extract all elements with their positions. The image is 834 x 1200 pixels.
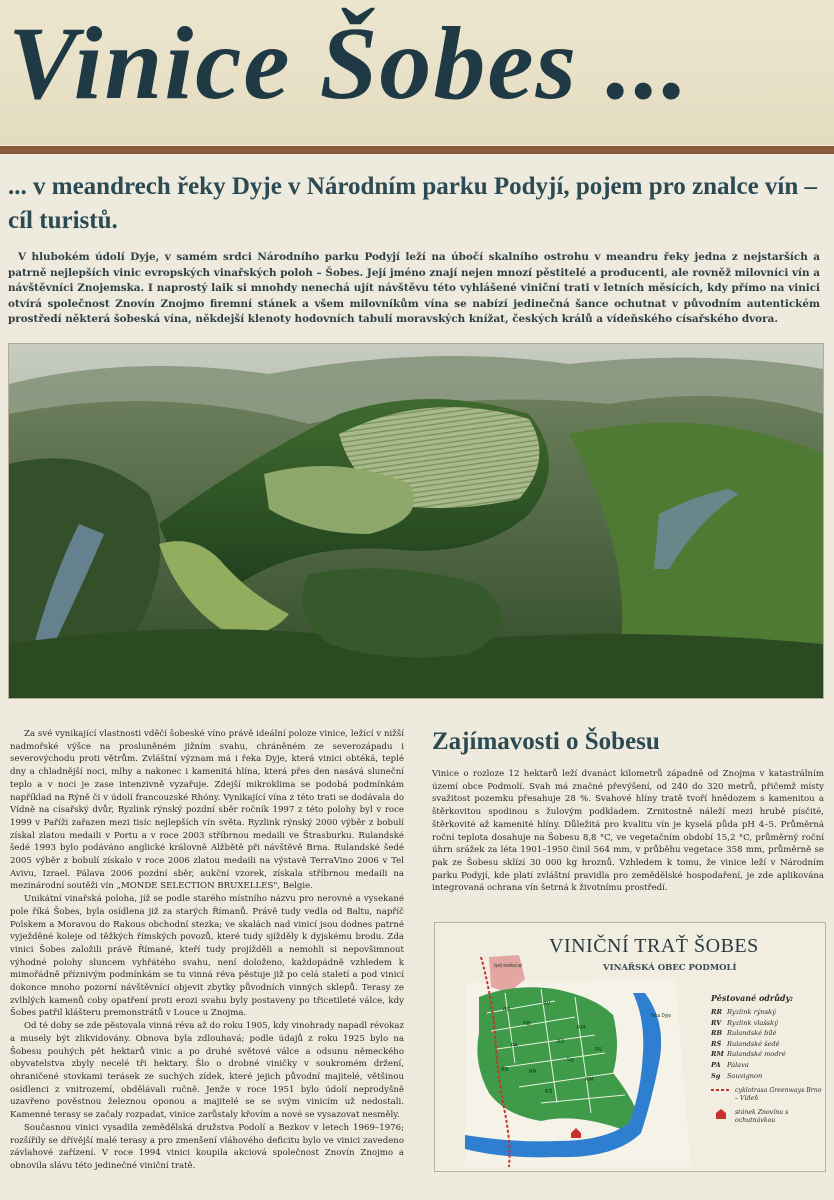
body-paragraph: Současnou vinici vysadila zemědělská družstva Podolí a Bezkov v letech 1969–1976; rozšířily se dřívější malé terasy a pro zmenšení vláhového deficitu bylo ve vinici zavedeno závlahové zařízení. V roce 1994 vinici koupila akciová společnost Znovín Znojmo a obnovila slávu této jedinečné viniční tratě. — [10, 1122, 404, 1171]
variety-name: Pálava — [727, 1060, 749, 1069]
body-paragraph: Od té doby se zde pěstovala vinná réva až do roku 1905, kdy vinohrady napadl révokaz a musely být zlikvidovány. Obnova byla zdlouhavá; podle údajů z roku 1925 bylo na Šobesu pouhých pět hektarů vinic a po druhé světové válce a odsunu německého obyvatelstva zbyly necelé tři hektary. Šlo o drobné viničky v soukromém držení, ohraničené stovkami terásek ze suchých zídek, které jejich původní majitelé, většinou osídlenci z vnitrozemí, obdělávali ručně. Jenže v roce 1951 bylo údolí neprodyšně uzavřeno pověstnou železnou oponou a majitelé se se svým vinicím už nedostali. Kamenné terasy se začaly rozpadat, vinice zarůstaly křovím a nové se vysazovat nesměly. — [10, 1021, 404, 1121]
variety-name: Ryzlink vlašský — [727, 1018, 778, 1027]
body-paragraph: Unikátní vinařská poloha, jíž se podle starého místního názvu pro nerovné a vysekané pole říká Šobes, byla osídlena již za starých Římanů. Právě tudy vedla od Baltu, napříč Polskem a Moravou do Rakous obchodní stezka; ve skalách nad vinicí jsou dodnes patrné vyježděné koleje od těžkých římských povozů, které tudy sjížděly k dyjskému brodu. Zda vinici Šobes založili právě Římané, kteří tudy projížděli a nemohli si nepovšimnout výhodné polohy sluncem vyhřátého svahu, není doloženo, každopádně vzhledem k mimořádně příznivým podmínkám se tu vinná réva pěstuje již po celá staletí a pod vinicí dokonce mnoho pozorní návštěvníci objevit zbytky původních vinných sklepů. Terasy ze zvlhlých kamenů coby opatření proti erozi svahu byly postaveny po třicetileté válce, kdy Šobes patřil klášteru premonstrátů v Louce u Znojma. — [10, 894, 404, 1019]
plot-label: RM — [585, 1077, 594, 1083]
variety-name: Rulandské modré — [727, 1050, 786, 1059]
legend-item — [711, 1028, 823, 1039]
variety-code: RR — [711, 1008, 722, 1016]
plot-label: Sg — [567, 1057, 574, 1063]
map-legend — [711, 993, 823, 1125]
plot-label: RB — [523, 1021, 531, 1027]
variety-code: RM — [711, 1050, 724, 1059]
plot-label: RV — [595, 1047, 603, 1053]
cycle-route-label: cyklotrasa Greenways Brno – Vídeň — [735, 1087, 822, 1103]
legend-item — [711, 1007, 823, 1018]
vineyard-map — [434, 922, 826, 1172]
variety-code: RV — [711, 1018, 722, 1027]
legend-title: Pěstované odrůdy: — [711, 993, 794, 1003]
plot-label: RR — [529, 1069, 537, 1075]
page-subtitle: ... v meandrech řeky Dyje v Národním parku Podyjí, pojem pro znalce vín – cíl turistů. — [8, 173, 818, 234]
legend-item — [711, 1071, 823, 1082]
plot-label: RV — [543, 1001, 551, 1007]
variety-code: RB — [711, 1029, 723, 1038]
legend-cycle-route — [711, 1087, 823, 1103]
interest-text: Vinice o rozloze 12 hektarů leží dvanáct kilometrů západně od Znojma v katastrálním území obce Podmolí. Svah má značné převýšení, od 240 do 320 metrů, přičemž místy svažitost pozemku přesahuje 28 %. Svahové hlíny tratě tvoří hnědozem s kamenitou a štěrkovitou spodinou s žulovým podkladem. Zrnitostně náleží mezi hrubě písčité, štěrkovité až kamenité hlíny. Důležitá pro kvalitu vín je kyselá půda pH 4–5. Průměrná roční teplota dosahuje na Šobesu 8,8 °C, ve vegetačním období 15,2 °C, průměrný roční úhrn srážek za léta 1901–1950 činil 564 mm, v průběhu vegetace 358 mm, průměrně se pak ze Šobesu sklízí 30 000 kg hroznů. Vzhledem k tomu, že vinice leží v Národním parku Podyjí, kde platí zvláštní pravidla pro zemědělské hospodaření, je zde aplikována integrovaná ochrana vín šetrná k životnímu prostředí. — [432, 769, 824, 894]
legend-item — [711, 1060, 823, 1071]
plot-label: RŠ — [557, 1039, 565, 1045]
variety-code: RŠ — [711, 1039, 722, 1048]
map-subtitle: VINAŘSKÁ OBEC PODMOLÍ — [603, 963, 737, 973]
plot-label: RB — [501, 1067, 509, 1073]
plot-label: RR — [503, 1007, 511, 1013]
legend-item — [711, 1049, 823, 1060]
variety-name: Rulandské šedé — [727, 1039, 780, 1048]
legend-item — [711, 1039, 823, 1050]
variety-name: Ryzlink rýnský — [727, 1008, 776, 1016]
stand-label: stánek Znovínu s ochutnávkou — [735, 1109, 789, 1125]
legend-item — [711, 1018, 823, 1029]
landscape-illustration — [9, 344, 823, 698]
interest-heading: Zajímavosti o Šobesu — [432, 728, 660, 755]
variety-code: Sg — [711, 1071, 721, 1080]
variety-code: PA — [711, 1060, 721, 1069]
map-drawing — [445, 953, 711, 1167]
aerial-vineyard-photo — [8, 343, 824, 699]
legend-stand — [711, 1109, 823, 1125]
body-paragraph: Za své vynikající vlastnosti vděčí šobeské víno právě ideální poloze vinice, ležící v nižší nadmořské výšce na prosluněném jižním svahu, chráněném ze severozápadu i severovýchodu proti větrům. Zvláštní význam má i řeka Dyje, která vinici obtéká, teplé dny a chladnější noci, mlhy a nakonec i kamenitá hlína, která přes den nasává sluneční teplo a v noci je zase intenzivně vyzařuje. Zdejší mikroklima se podobá podmínkám například na Rýně či v údolí francouzské Rhóny. Vynikající vína z této trati se dodávala do Vídně na císařský dvůr, Ryzlink rýnský pozdní sběr ročník 1997 z této polohy byl v roce 1999 v Paříži zařazen mezi tisíc nejlepších vín světa. Ryzlink rýnský 2000 výběr z bobulí získal zlatou medaili v Portu a v roce 2003 stříbrnou medaili ve Štrasburku. Rulandské šedé 1993 bylo podáváno anglické královně Alžbětě při návštěvě Brna. Rulandské šedé 2005 výběr z bobulí získalo v roce 2006 zlatou medaili na výstavě TerraVino 2006 v Tel Avivu, Izrael. Pálava 2006 pozdní sběr, aukční vzorek, získala stříbrnou medaili na mezinárodní soutěži vín „MONDE SELECTION BRUXELLES", Belgie. — [10, 729, 404, 892]
intro-paragraph: V hlubokém údolí Dyje, v samém srdci Národního parku Podyjí leží na úbočí skalního ostrohu v meandru řeky jedna z nejstarších a patrně nejlepších vinic evropských vinařských poloh – Šobes. Její jméno znají nejen mnozí pěstitelé a producenti, ale rovněž milovníci vín a návštěvníci Znojemska. I naprostý laik si mnohdy nenechá ujít návštěvu této vyhlášené viniční trati v letních měsících, kdy přímo na vinici otvírá společnost Znovín Znojmo firemní stánek a všem milovníkům vína se nabízí jedinečná šance ochutnat v původním autentickém prostředí některá šobeská vína, někdejší klenoty hodovních tabulí moravských knížat, českých králů a vídeňského císařského dvora. — [8, 251, 820, 326]
stand-icon — [711, 1109, 731, 1122]
history-text — [10, 728, 404, 1173]
plot-label: RŠ — [545, 1089, 553, 1095]
plot-label: PA — [511, 1043, 518, 1049]
title-rule — [0, 146, 834, 154]
former-garden-label: bývalý meruňkový sad — [494, 963, 557, 969]
page-title: Vinice Šobes ... — [8, 6, 691, 121]
map-title: VINIČNÍ TRAŤ ŠOBES — [549, 935, 759, 957]
variety-name: Sauvignon — [727, 1071, 763, 1080]
plot-label: RM — [577, 1025, 586, 1031]
river-label: řeka Dyje — [651, 1013, 678, 1019]
cycle-route-icon — [711, 1087, 731, 1096]
variety-name: Rulandské bílé — [727, 1029, 777, 1038]
